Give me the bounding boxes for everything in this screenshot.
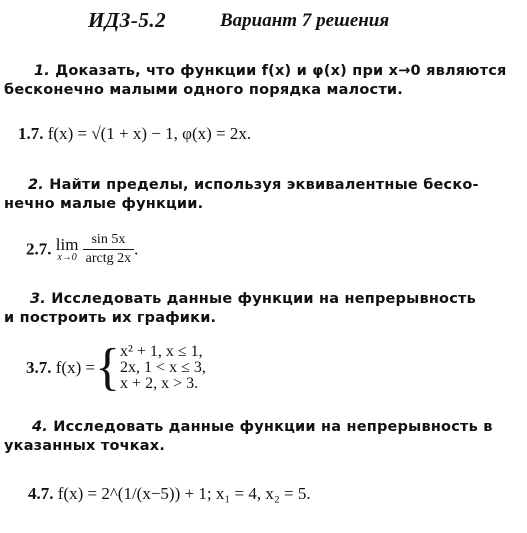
problem-1-formula-line bbox=[18, 124, 251, 144]
problem-3-label: 3.7. bbox=[26, 358, 52, 377]
piecewise-cases bbox=[120, 344, 206, 392]
problem-4-formula: f(x) = 2^(1/(x−5)) + 1; x₁ = 4, x₂ = 5. bbox=[57, 484, 311, 503]
problem-1-formula-b: φ(x) = 2x. bbox=[182, 124, 252, 143]
problem-2-line2: нечно малые функции. bbox=[4, 196, 204, 212]
problem-2-label: 2.7. bbox=[26, 239, 52, 259]
problem-3-line2: и построить их графики. bbox=[4, 310, 217, 326]
problem-1-number: 1. bbox=[34, 63, 50, 79]
problem-2-line1: Найти пределы, используя эквивалентные беско- bbox=[49, 177, 479, 193]
problem-1-label: 1.7. bbox=[18, 124, 44, 143]
problem-4-statement bbox=[4, 418, 493, 456]
problem-3-statement bbox=[4, 290, 476, 328]
case-3: x + 2, x > 3. bbox=[120, 375, 199, 392]
left-brace: { bbox=[95, 339, 121, 396]
problem-1-line1: Доказать, что функции f(x) и φ(x) при x→0 являются bbox=[55, 63, 507, 79]
problem-3-lhs: f(x) = bbox=[55, 358, 96, 377]
problem-1-line2: бесконечно малыми одного порядка малости. bbox=[4, 82, 403, 98]
problem-4-line1: Исследовать данные функции на непрерывность в bbox=[53, 419, 493, 435]
limit-operator bbox=[56, 236, 79, 263]
problem-4-number: 4. bbox=[32, 419, 48, 435]
problem-1-statement bbox=[4, 62, 507, 100]
problem-3-formula-line bbox=[26, 339, 206, 396]
problem-2-formula-line: 2.7. lim x→0 $\frac{\sin 5x}{\text{arctg 2x}}$ . bbox=[26, 232, 139, 266]
limit-fraction bbox=[83, 232, 134, 267]
lim-word: lim bbox=[55, 235, 79, 254]
problem-4-line2: указанных точках. bbox=[4, 438, 166, 454]
case-1: x² + 1, x ≤ 1, bbox=[120, 343, 203, 360]
problem-2-number: 2. bbox=[28, 177, 44, 193]
fraction-numerator: sin 5x bbox=[91, 232, 126, 247]
fraction-denominator: arctg 2x bbox=[83, 249, 134, 267]
doc-title: ИДЗ-5.2 bbox=[88, 8, 167, 32]
problem-4-label: 4.7. bbox=[28, 484, 54, 503]
lim-subscript: x→0 bbox=[57, 252, 77, 263]
problem-2-statement bbox=[4, 176, 479, 214]
problem-1-formula-a: f(x) = √(1 + x) − 1, bbox=[47, 124, 178, 143]
problem-4-formula-line bbox=[28, 484, 311, 504]
case-2: 2x, 1 < x ≤ 3, bbox=[120, 359, 206, 376]
variant-heading: Вариант 7 решения bbox=[220, 10, 390, 31]
problem-3-line1: Исследовать данные функции на непрерывность bbox=[51, 291, 476, 307]
problem-3-number: 3. bbox=[30, 291, 46, 307]
